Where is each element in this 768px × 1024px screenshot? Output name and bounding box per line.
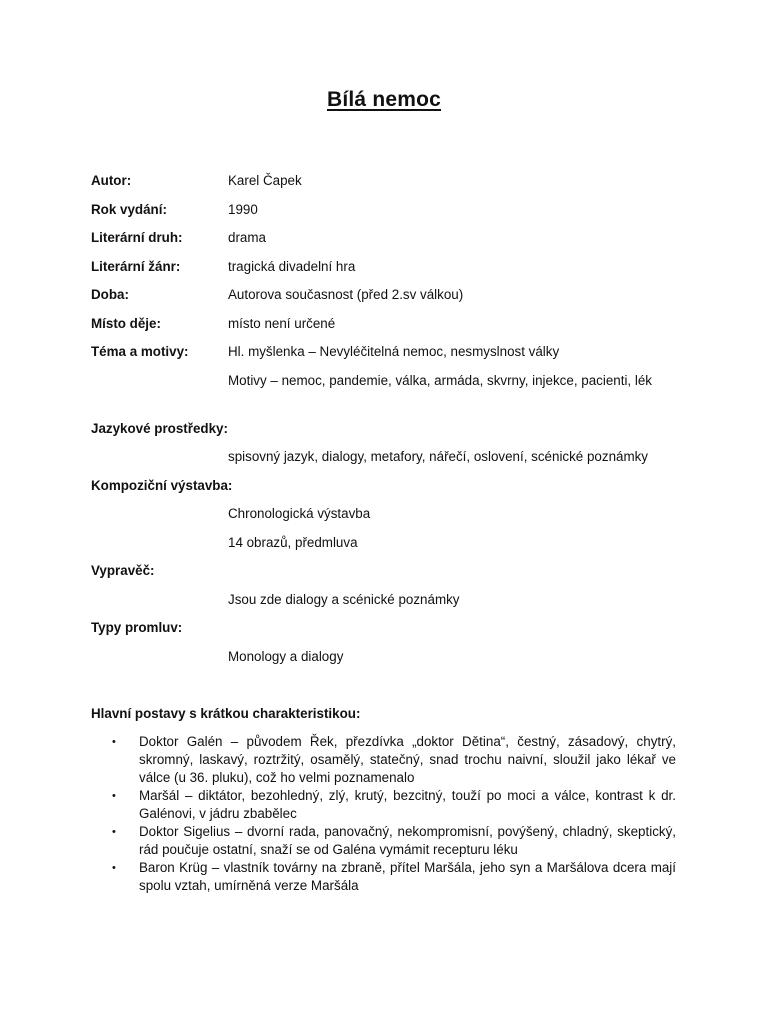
label-kompozicni-vystavba: Kompoziční výstavba:	[91, 478, 233, 493]
label-literarni-druh: Literární druh:	[91, 230, 183, 245]
value-jazykove-prostredky: spisovný jazyk, dialogy, metafory, nářečí, oslovení, scénické poznámky	[228, 449, 649, 464]
list-item	[112, 733, 676, 787]
label-jazykove-prostredky: Jazykové prostředky:	[91, 421, 228, 436]
character-marsal: Maršál – diktátor, bezohledný, zlý, krutý, bezcitný, touží po moci a válce, kontrast k dr. Galénovi, v jádru zbabělec	[139, 788, 676, 821]
value-vypravec: Jsou zde dialogy a scénické poznámky	[228, 592, 460, 607]
bullet-icon: •	[112, 736, 116, 748]
value-motivy: Motivy – nemoc, pandemie, válka, armáda, skvrny, injekce, pacienti, lék	[228, 373, 652, 388]
label-vypravec: Vypravěč:	[91, 563, 155, 578]
document-title: Bílá nemoc	[326, 88, 442, 111]
value-autor: Karel Čapek	[228, 173, 302, 188]
character-sigelius: Doktor Sigelius – dvorní rada, panovačný, nekompromisní, povýšený, chladný, skeptický, rád poučuje ostatní, snaží se od Galéna vymámit recepturu léku	[139, 824, 676, 857]
list-item	[112, 859, 676, 895]
value-kompozice-2: 14 obrazů, předmluva	[228, 535, 358, 550]
label-rok-vydani: Rok vydání:	[91, 202, 167, 217]
value-literarni-zanr: tragická divadelní hra	[228, 259, 356, 274]
label-literarni-zanr: Literární žánr:	[91, 259, 181, 274]
bullet-icon: •	[112, 826, 116, 838]
value-tema: Hl. myšlenka – Nevyléčitelná nemoc, nesmyslnost války	[228, 344, 560, 359]
characters-heading: Hlavní postavy s krátkou charakteristikou:	[91, 706, 361, 721]
bullet-icon: •	[112, 790, 116, 802]
value-typy-promluv: Monology a dialogy	[228, 649, 344, 664]
value-doba: Autorova současnost (před 2.sv válkou)	[228, 287, 464, 302]
character-krug: Baron Krüg – vlastník továrny na zbraně, přítel Maršála, jeho syn a Maršálova dcera mají spolu vztah, umírněná verze Maršála	[139, 860, 676, 893]
value-kompozice-1: Chronologická výstavba	[228, 506, 371, 521]
label-misto-deje: Místo děje:	[91, 316, 161, 331]
value-literarni-druh: drama	[228, 230, 266, 245]
label-doba: Doba:	[91, 287, 129, 302]
value-rok-vydani: 1990	[228, 202, 258, 217]
value-misto-deje: místo není určené	[228, 316, 336, 331]
label-autor: Autor:	[91, 173, 132, 188]
character-list	[112, 733, 676, 895]
list-item	[112, 823, 676, 859]
bullet-icon: •	[112, 862, 116, 874]
list-item	[112, 787, 676, 823]
label-tema-a-motivy: Téma a motivy:	[91, 344, 189, 359]
label-typy-promluv: Typy promluv:	[91, 620, 183, 635]
character-galen: Doktor Galén – původem Řek, přezdívka „doktor Dětina“, čestný, zásadový, chytrý, skromný, laskavý, roztržitý, osamělý, statečný, snad trochu naivní, sloužil jako lékař ve válce (u 36. pluku), což ho velmi poznamenalo	[139, 734, 676, 785]
